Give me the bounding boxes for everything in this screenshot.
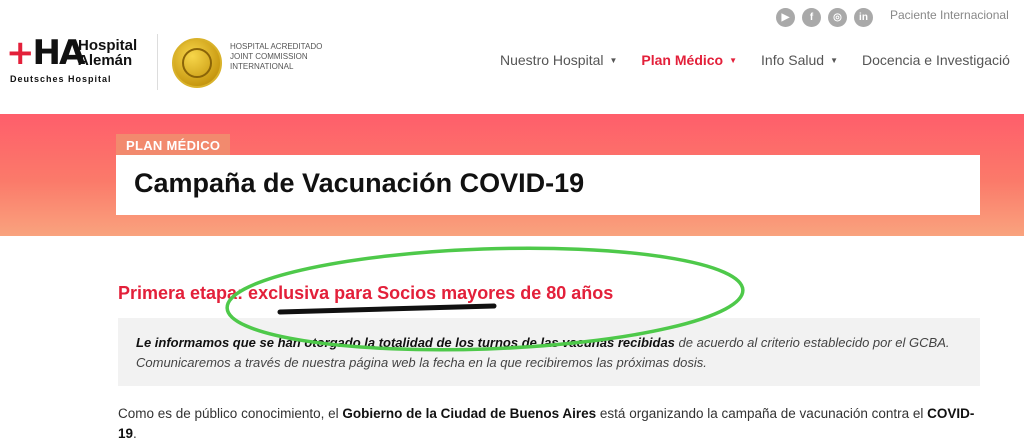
logo-name: Hospital Alemán: [78, 37, 138, 69]
covid-bold: COVID-19: [118, 406, 975, 441]
page-title: Campaña de Vacunación COVID-19: [134, 168, 585, 198]
nav-item-info-salud[interactable]: Info Salud ▼: [761, 52, 839, 68]
logo-subtitle: Deutsches Hospital: [10, 74, 112, 84]
instagram-icon[interactable]: ◎: [828, 8, 847, 27]
hospital-logo[interactable]: [6, 33, 146, 88]
highlight-underline: [280, 306, 494, 312]
nav-item-docencia[interactable]: Docencia e Investigació: [862, 52, 1010, 68]
stage-heading: Primera etapa: exclusiva para Socios mayores de 80 años: [118, 283, 614, 303]
nav-item-plan-medico[interactable]: Plan Médico ▼: [641, 52, 738, 68]
intro-paragraph: Como es de público conocimiento, el Gobierno de la Ciudad de Buenos Aires está organizando la campaña de vacunación contra el COVID-19.: [118, 406, 975, 441]
international-patient-link[interactable]: Paciente Internacional: [890, 8, 1009, 22]
gcba-bold: Gobierno de la Ciudad de Buenos Aires: [342, 406, 597, 421]
page-banner: [0, 114, 1024, 236]
linkedin-icon[interactable]: in: [854, 8, 873, 27]
header-divider: [157, 34, 158, 90]
chevron-down-icon: ▼: [729, 55, 738, 65]
logo-mark: +HA: [6, 33, 84, 73]
main-nav: [500, 52, 1010, 68]
accreditation-text: HOSPITAL ACREDITADO JOINT COMMISSION INTERNATIONAL: [230, 42, 323, 71]
facebook-icon[interactable]: f: [802, 8, 821, 27]
nav-item-nuestro-hospital[interactable]: Nuestro Hospital ▼: [500, 52, 618, 68]
site-header: [0, 0, 1024, 114]
jci-seal-icon: [172, 38, 222, 88]
chevron-down-icon: ▼: [830, 55, 839, 65]
social-links: [776, 8, 873, 27]
info-notice-text: de acuerdo al criterio establecido por el GCBA. Comunicaremos a través de nuestra página web la fecha en la que recibiremos las próximas dosis.: [136, 335, 950, 370]
info-notice: [118, 318, 980, 386]
youtube-icon[interactable]: ▶: [776, 8, 795, 27]
chevron-down-icon: ▼: [609, 55, 618, 65]
section-tag: PLAN MÉDICO: [116, 134, 230, 157]
info-notice-bold: Le informamos que se han otorgado la totalidad de los turnos de las vacunas recibidas: [136, 335, 675, 350]
title-card: [116, 155, 980, 215]
